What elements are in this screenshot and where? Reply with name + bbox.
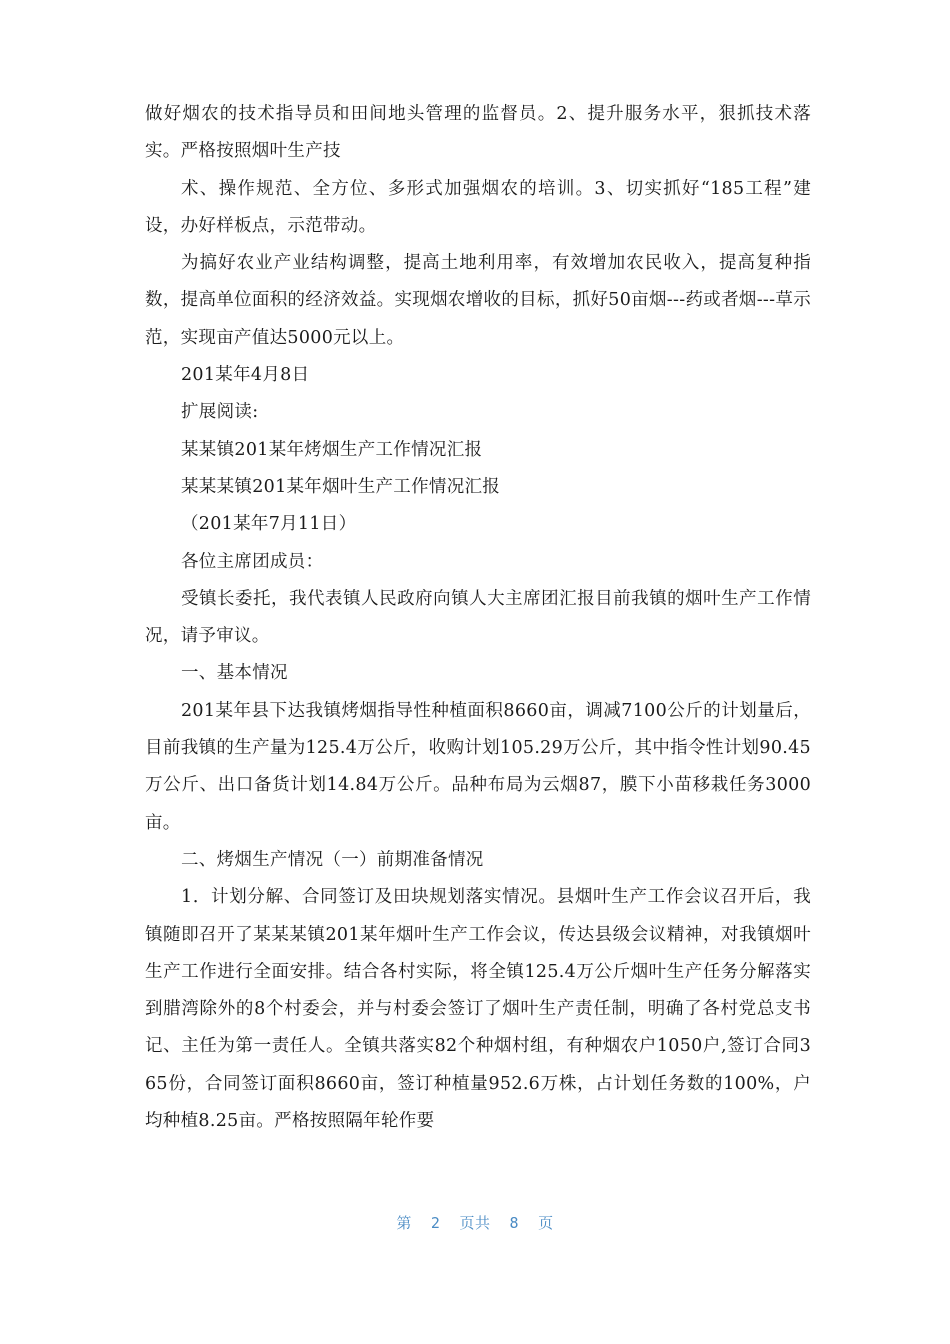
section-heading-production: 二、烤烟生产情况（一）前期准备情况 [181,849,484,870]
report-title-2: 某某某镇201某年烟叶生产工作情况汇报 [181,476,501,497]
report-date: （201某年7月11日） [181,514,357,535]
document-body [145,96,811,1140]
paragraph-structure-adjustment: 为搞好农业产业结构调整，提高土地利用率，有效增加农民收入，提高复种指数，提高单位面积的经济效益。实现烟农增收的目标，抓好50亩烟---药或者烟---草示范，实现亩产值达5000元以上。 [145,253,811,348]
paragraph-plan-breakdown: 1．计划分解、合同签订及田块规划落实情况。县烟叶生产工作会议召开后，我镇随即召开了某某某镇201某年烟叶生产工作会议，传达县级会议精神，对我镇烟叶生产工作进行全面安排。结合各村实际，将全镇125.4万公斤烟叶生产任务分解落实到腊湾除外的8个村委会，并与村委会签订了烟叶生产责任制，明确了各村党总支书记、主任为第一责任人。全镇共落实82个种烟村组，有种烟农户1050户,签订合同365份，合同签订面积8660亩，签订种植量952.6万株，占计划任务数的100%，户均种植8.25亩。严格按照隔年轮作要 [145,887,811,1132]
paragraph-line-2: 术、操作规范、全方位、多形式加强烟农的培训。3、切实抓好“185工程”建设，办好样板点，示范带动。 [145,178,811,236]
page-footer: 第 2 页共 8 页 [396,1214,554,1232]
section-heading-basic: 一、基本情况 [181,663,288,684]
date-line: 201某年4月8日 [181,365,310,386]
salutation: 各位主席团成员： [181,551,324,572]
paragraph-intro: 受镇长委托，我代表镇人民政府向镇人大主席团汇报目前我镇的烟叶生产工作情况，请予审议。 [145,588,811,647]
paragraph-basic-situation: 201某年县下达我镇烤烟指导性种植面积8660亩，调减7100公斤的计划量后，目前我镇的生产量为125.4万公斤，收购计划105.29万公斤，其中指令性计划90.45万公斤、出口备货计划14.84万公斤。品种布局为云烟87，膜下小苗移栽任务3000亩。 [145,700,811,833]
extended-reading-label: 扩展阅读: [181,402,259,423]
paragraph-line-1: 做好烟农的技术指导员和田间地头管理的监督员。2、提升服务水平，狠抓技术落实。严格按照烟叶生产技 [145,104,811,162]
report-title-1: 某某镇201某年烤烟生产工作情况汇报 [181,439,483,460]
